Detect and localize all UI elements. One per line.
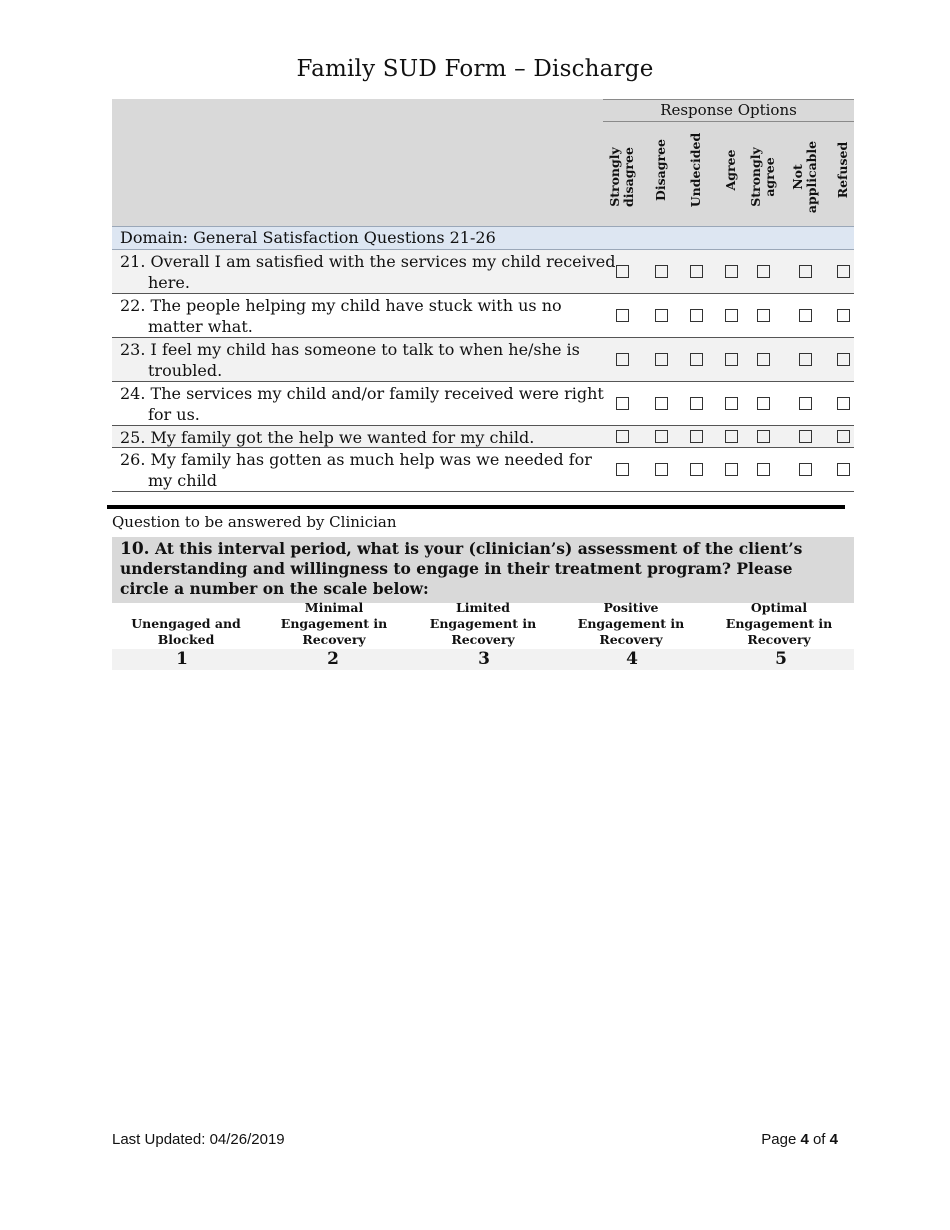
checkbox-agree[interactable] [725, 397, 738, 410]
question-10-number: 10. [120, 539, 150, 559]
engagement-scale [112, 600, 854, 670]
scale-label-4: Positive Engagement in Recovery [577, 600, 685, 647]
checkbox-disagree[interactable] [655, 353, 668, 366]
satisfaction-table [112, 99, 854, 492]
checkbox-strongly-agree[interactable] [757, 397, 770, 410]
domain-heading: Domain: General Satisfaction Questions 21-26 [112, 226, 854, 250]
question-text: 23. I feel my child has someone to talk to when he/she is troubled. [120, 340, 580, 380]
question-row [112, 426, 854, 448]
checkbox-not-applicable[interactable] [799, 463, 812, 476]
col-refused: Refused [835, 141, 850, 199]
page-of: of [808, 1131, 830, 1148]
checkbox-undecided[interactable] [690, 353, 703, 366]
checkbox-not-applicable[interactable] [799, 430, 812, 443]
checkbox-agree[interactable] [725, 265, 738, 278]
question-10 [112, 537, 854, 603]
question-row [112, 448, 854, 492]
checkbox-strongly-disagree[interactable] [616, 309, 629, 322]
checkbox-undecided[interactable] [690, 265, 703, 278]
checkbox-strongly-agree[interactable] [757, 430, 770, 443]
last-updated: Last Updated: 04/26/2019 [112, 1131, 285, 1148]
page-number [761, 1131, 838, 1148]
scale-label-3: Limited Engagement in Recovery [429, 600, 537, 647]
col-strongly-agree: Strongly agree [748, 147, 777, 207]
scale-label-1: Unengaged and Blocked [131, 616, 241, 647]
checkbox-refused[interactable] [837, 430, 850, 443]
checkbox-strongly-disagree[interactable] [616, 463, 629, 476]
scale-label-5: Optimal Engagement in Recovery [725, 600, 833, 647]
question-row [112, 382, 854, 426]
checkbox-undecided[interactable] [690, 397, 703, 410]
question-text: 21. Overall I am satisfied with the services my child received here. [120, 252, 616, 292]
checkbox-not-applicable[interactable] [799, 265, 812, 278]
checkbox-strongly-disagree[interactable] [616, 353, 629, 366]
checkbox-disagree[interactable] [655, 463, 668, 476]
page-prefix: Page [761, 1131, 801, 1148]
col-agree: Agree [723, 149, 738, 191]
scale-value-2[interactable]: 2 [327, 649, 339, 669]
checkbox-disagree[interactable] [655, 430, 668, 443]
checkbox-refused[interactable] [837, 265, 850, 278]
checkbox-disagree[interactable] [655, 309, 668, 322]
checkbox-not-applicable[interactable] [799, 309, 812, 322]
page-current: 4 [800, 1131, 809, 1148]
question-text: 25. My family got the help we wanted for my child. [120, 428, 535, 447]
checkbox-strongly-agree[interactable] [757, 353, 770, 366]
checkbox-strongly-agree[interactable] [757, 265, 770, 278]
clinician-label: Question to be answered by Clinician [112, 513, 397, 531]
scale-value-4[interactable]: 4 [626, 649, 638, 669]
checkbox-agree[interactable] [725, 430, 738, 443]
question-row [112, 294, 854, 338]
checkbox-refused[interactable] [837, 463, 850, 476]
checkbox-disagree[interactable] [655, 265, 668, 278]
checkbox-agree[interactable] [725, 353, 738, 366]
question-row [112, 250, 854, 294]
scale-value-3[interactable]: 3 [478, 649, 490, 669]
checkbox-strongly-agree[interactable] [757, 309, 770, 322]
table-header [112, 99, 854, 226]
page-total: 4 [829, 1131, 838, 1148]
scale-labels [112, 600, 854, 649]
checkbox-undecided[interactable] [690, 430, 703, 443]
form-title: Family SUD Form – Discharge [296, 56, 654, 82]
checkbox-undecided[interactable] [690, 463, 703, 476]
question-text: 26. My family has gotten as much help was we needed for my child [120, 450, 592, 490]
checkbox-strongly-disagree[interactable] [616, 397, 629, 410]
col-disagree: Disagree [653, 139, 668, 201]
checkbox-undecided[interactable] [690, 309, 703, 322]
scale-label-2: Minimal Engagement in Recovery [280, 600, 388, 647]
question-10-text: At this interval period, what is your (clinician’s) assessment of the client’s understanding and willingness to engage in their treatment program? Please circle a number on the scale below: [120, 539, 803, 598]
checkbox-refused[interactable] [837, 353, 850, 366]
checkbox-not-applicable[interactable] [799, 397, 812, 410]
question-row [112, 338, 854, 382]
checkbox-agree[interactable] [725, 309, 738, 322]
checkbox-strongly-disagree[interactable] [616, 265, 629, 278]
checkbox-strongly-disagree[interactable] [616, 430, 629, 443]
col-not-applicable: Not applicable [790, 140, 819, 214]
scale-value-1[interactable]: 1 [176, 649, 188, 669]
col-strongly-disagree: Strongly disagree [607, 147, 636, 207]
checkbox-agree[interactable] [725, 463, 738, 476]
response-options-title: Response Options [603, 99, 854, 122]
section-divider [107, 505, 845, 509]
checkbox-not-applicable[interactable] [799, 353, 812, 366]
question-text: 22. The people helping my child have stuck with us no matter what. [120, 296, 562, 336]
scale-numbers [112, 649, 854, 670]
scale-value-5[interactable]: 5 [775, 649, 787, 669]
checkbox-refused[interactable] [837, 309, 850, 322]
checkbox-strongly-agree[interactable] [757, 463, 770, 476]
col-undecided: Undecided [688, 132, 703, 208]
checkbox-refused[interactable] [837, 397, 850, 410]
checkbox-disagree[interactable] [655, 397, 668, 410]
question-text: 24. The services my child and/or family received were right for us. [120, 384, 604, 424]
